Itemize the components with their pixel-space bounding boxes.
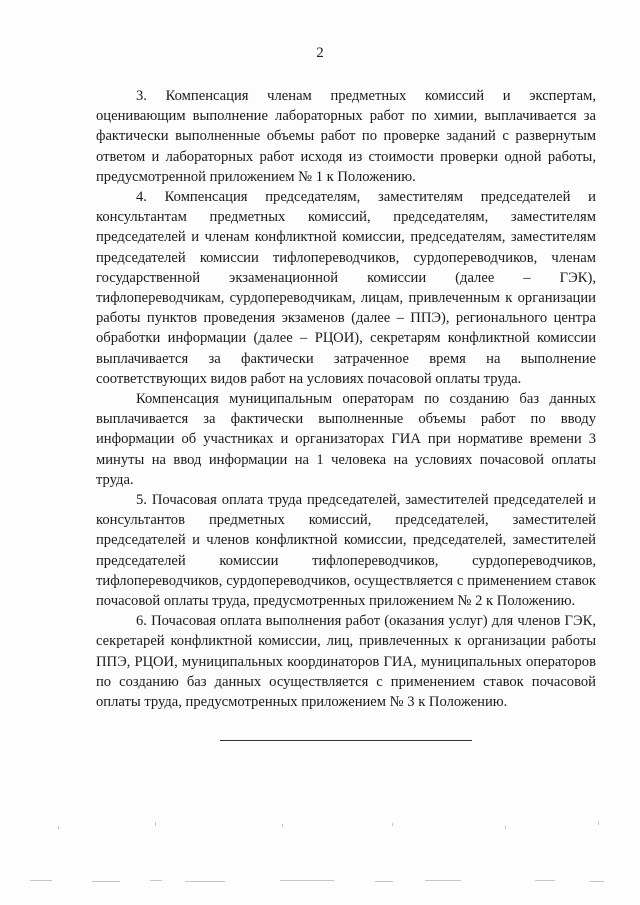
paragraph-5: 5. Почасовая оплата труда председателей, заместителей председателей и консультантов предметных комиссий, председателей, заместителей председателей и членов конфликтной комиссии, председателей, заместителей председателей комиссии тифлопереводчиков, сурдопереводчиков, тифлопереводчиков, сурдопереводчиков, осуществляется с применением ставок почасовой оплаты труда, предусмотренных приложением № 2 к Положению. (96, 492, 596, 610)
paragraph-4: 4. Компенсация председателям, заместителям председателей и консультантам предметных комиссий, председателям, заместителям председателей и членам конфликтной комиссии, председателям, заместителям председателей комиссии тифлопереводчиков, сурдопереводчиков, членам государственной экзаменационной комиссии (далее – ГЭК), тифлопереводчикам, сурдопереводчикам, лицам, привлеченным к организации работы пунктов проведения экзаменов (далее – ППЭ), регионального центра обработки информации (далее – РЦОИ), секретарям конфликтной комиссии выплачивается за фактически затраченное время на выполнение соответствующих видов работ на условиях почасовой оплаты труда. (96, 189, 596, 387)
page-number: 2 (316, 45, 324, 61)
paragraph-3: 3. Компенсация членам предметных комиссий и экспертам, оценивающим выполнение лабораторных работ по химии, выплачивается за фактически выполненные объемы работ по проверке заданий с развернутым ответом и лабораторных работ исходя из стоимости проверки одной работы, предусмотренной приложением № 1 к Положению. (96, 88, 596, 185)
paragraph-6: 6. Почасовая оплата выполнения работ (оказания услуг) для членов ГЭК, секретарей конфликтной комиссии, лиц, привлеченных к организации работы ППЭ, РЦОИ, муниципальных координаторов ГИА, муниципальных операторов по созданию баз данных осуществляется с применением ставок почасовой оплаты труда, предусмотренных приложением № 3 к Положению. (96, 613, 596, 711)
paragraph-4-continued: Компенсация муниципальным операторам по созданию баз данных выплачивается за фактически выполненные объемы работ по вводу информации об участниках и организаторах ГИА при нормативе времени 3 минуты на ввод информации на 1 человека на условиях почасовой оплаты труда. (96, 391, 596, 488)
